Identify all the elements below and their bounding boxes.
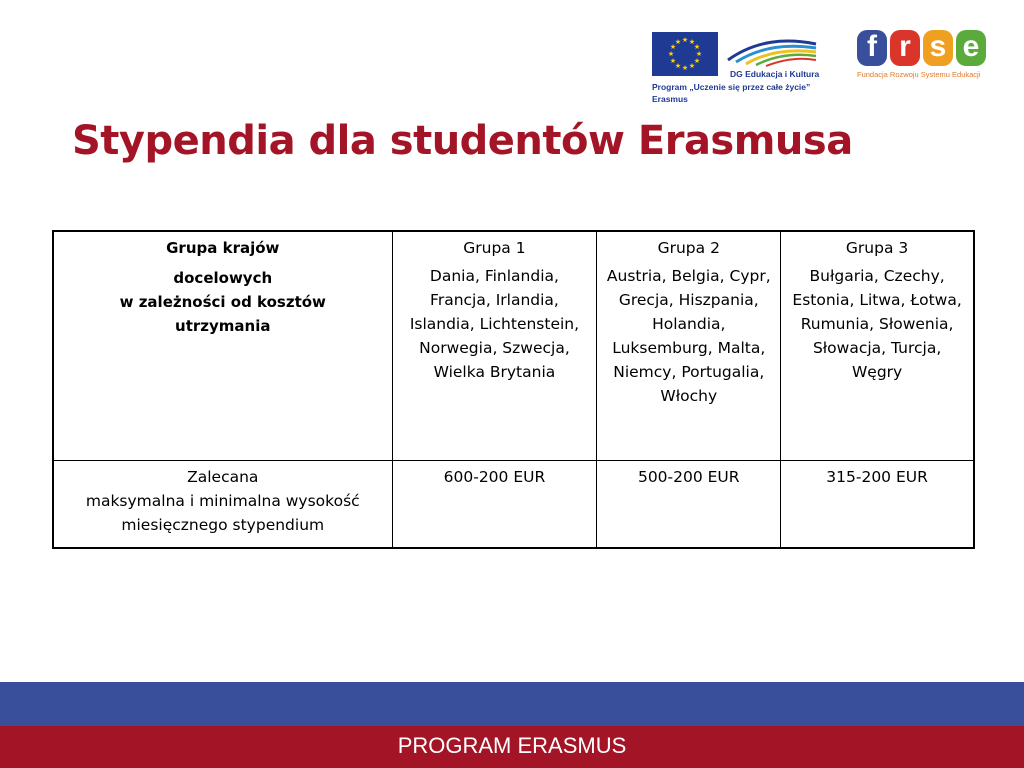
frse-logo	[857, 30, 1002, 90]
row-header-line: docelowych	[173, 269, 273, 287]
frse-letter-r: r	[890, 30, 920, 66]
group-cell	[597, 231, 781, 461]
llp-erasmus-text: Erasmus	[652, 94, 688, 104]
amount-cell: 500-200 EUR	[597, 461, 781, 549]
group-countries: Austria, Belgia, Cypr, Grecja, Hiszpania, Holandia, Luksemburg, Malta, Niemcy, Portugalia, Włochy	[606, 267, 771, 405]
group-countries: Bułgaria, Czechy, Estonia, Litwa, Łotwa, Rumunia, Słowenia, Słowacja, Turcja, Węgry	[792, 267, 962, 381]
svg-text:★: ★	[669, 57, 677, 65]
svg-text:★: ★	[693, 43, 701, 51]
scholarship-table	[52, 230, 975, 549]
group-name: Grupa 1	[463, 239, 526, 257]
svg-text:★: ★	[681, 36, 689, 44]
llp-program-text: Program „Uczenie się przez całe życie”	[652, 82, 811, 92]
footer-band-blue	[0, 682, 1024, 726]
llp-logo-icon	[726, 34, 818, 68]
row-header-line: Grupa krajów	[166, 239, 280, 257]
amount-cell: 600-200 EUR	[392, 461, 597, 549]
group-cell	[781, 231, 974, 461]
group-countries: Dania, Finlandia, Francja, Irlandia, Islandia, Lichtenstein, Norwegia, Szwecja, Wielka Brytania	[409, 267, 580, 381]
svg-text:★: ★	[681, 64, 689, 72]
row-header-line: w zależności od kosztów	[119, 293, 326, 311]
page-title: Stypendia dla studentów Erasmusa	[72, 118, 853, 164]
group-cell	[392, 231, 597, 461]
svg-text:★: ★	[667, 50, 675, 58]
frse-letter-s: s	[923, 30, 953, 66]
footer-label: PROGRAM ERASMUS	[397, 733, 627, 758]
amount-label-cell	[53, 461, 392, 549]
svg-text:★: ★	[674, 38, 682, 46]
amount-cell: 315-200 EUR	[781, 461, 974, 549]
svg-text:★: ★	[674, 62, 682, 70]
frse-letters	[857, 30, 986, 68]
svg-text:★: ★	[688, 62, 696, 70]
amount-label-line: maksymalna i minimalna wysokość	[85, 492, 360, 510]
svg-text:★: ★	[669, 43, 677, 51]
row-header-line: utrzymania	[175, 317, 271, 335]
amount-label-line: miesięcznego stypendium	[121, 516, 325, 534]
header-logos	[652, 28, 1002, 112]
svg-text:★: ★	[693, 57, 701, 65]
table-row	[53, 461, 974, 549]
group-name: Grupa 2	[657, 239, 720, 257]
svg-text:★: ★	[688, 38, 696, 46]
eu-flag-icon	[652, 32, 718, 76]
frse-letter-e: e	[956, 30, 986, 66]
group-name: Grupa 3	[845, 239, 909, 257]
llp-dg-text: DG Edukacja i Kultura	[730, 69, 820, 79]
table-row	[53, 231, 974, 461]
frse-subtitle: Fundacja Rozwoju Systemu Edukacji	[857, 70, 981, 79]
frse-letter-f: f	[857, 30, 887, 66]
amount-label-line: Zalecana	[187, 468, 259, 486]
row-header-cell	[53, 231, 392, 461]
svg-text:★: ★	[695, 50, 703, 58]
